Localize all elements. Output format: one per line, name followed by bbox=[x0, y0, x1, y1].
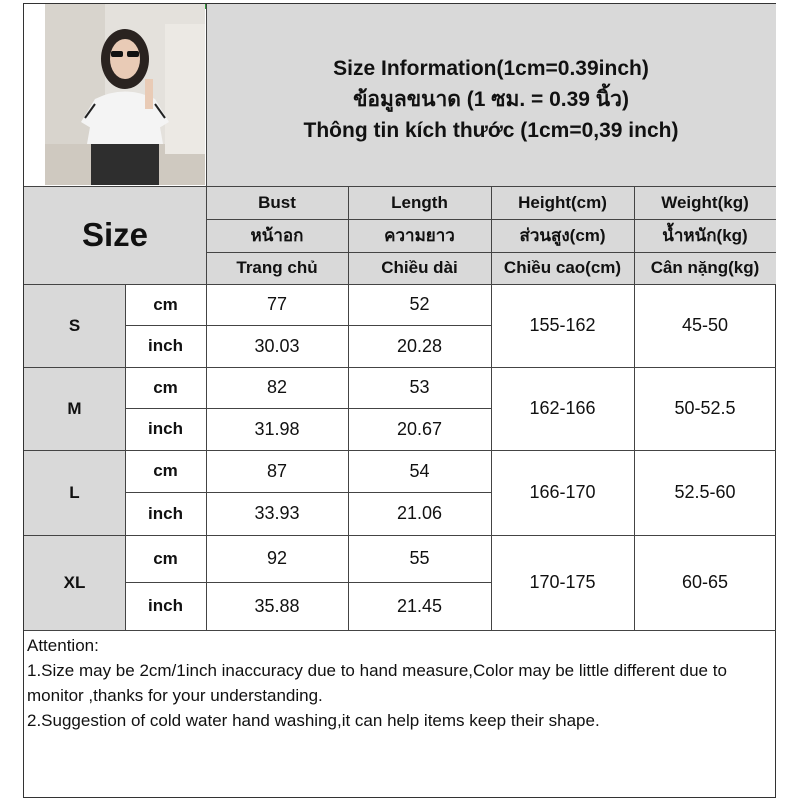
size-l-height: 166-170 bbox=[529, 482, 596, 502]
size-s-weight: 45-50 bbox=[681, 315, 729, 335]
column-weight-en: Weight(kg) bbox=[661, 192, 749, 212]
grid-line bbox=[491, 186, 492, 630]
column-length-en: Length bbox=[391, 192, 448, 212]
attention-notes bbox=[24, 631, 776, 797]
column-height-vi: Chiều cao(cm) bbox=[503, 258, 622, 277]
size-m-weight: 50-52.5 bbox=[674, 398, 736, 418]
size-xl-label: XL bbox=[63, 572, 86, 592]
size-s-height: 155-162 bbox=[529, 315, 596, 335]
grid-line bbox=[206, 4, 207, 630]
size-xl-bust-inch: 35.88 bbox=[254, 595, 300, 616]
size-l-length-cm: 54 bbox=[409, 460, 430, 481]
size-m-length-inch: 20.67 bbox=[396, 418, 443, 439]
size-s-bust-inch: 30.03 bbox=[254, 335, 300, 356]
size-m-inch-label: inch bbox=[148, 419, 183, 438]
title-thai: ข้อมูลขนาด (1 ซม. = 0.39 นิ้ว) bbox=[353, 87, 629, 111]
column-weight-vi: Cân nặng(kg) bbox=[650, 258, 760, 277]
size-l-bust-inch: 33.93 bbox=[254, 503, 300, 523]
size-l-label: L bbox=[69, 482, 80, 502]
model-photo-illustration bbox=[45, 4, 205, 185]
size-xl-bust-cm: 92 bbox=[266, 548, 288, 568]
grid-line bbox=[125, 582, 491, 583]
column-length-th: ความยาว bbox=[384, 226, 455, 245]
size-l-cm-label: cm bbox=[153, 461, 178, 480]
size-m-height: 162-166 bbox=[529, 398, 596, 418]
size-m-bust-inch: 31.98 bbox=[254, 418, 300, 439]
attention-note-2: 2.Suggestion of cold water hand washing,it can help items keep their shape. bbox=[27, 711, 600, 730]
grid-line bbox=[24, 186, 776, 187]
size-xl-cm-label: cm bbox=[153, 548, 178, 568]
size-information-title bbox=[206, 4, 776, 186]
size-xl-weight: 60-65 bbox=[681, 572, 729, 592]
size-xl-inch-label: inch bbox=[148, 596, 183, 615]
size-chart-sheet bbox=[23, 3, 776, 798]
size-s-length-cm: 52 bbox=[409, 294, 430, 314]
size-l-weight: 52.5-60 bbox=[674, 482, 736, 502]
size-s-cm-label: cm bbox=[153, 294, 178, 314]
title-vietnamese: Thông tin kích thước (1cm=0,39 inch) bbox=[303, 118, 679, 142]
size-s-label: S bbox=[68, 315, 81, 335]
grid-line bbox=[24, 367, 776, 368]
size-xl-length-cm: 55 bbox=[409, 548, 430, 568]
column-bust-th: หน้าอก bbox=[250, 226, 304, 245]
column-length-vi: Chiều dài bbox=[381, 258, 458, 277]
grid-line bbox=[125, 492, 491, 493]
size-s-bust-cm: 77 bbox=[266, 294, 288, 314]
size-m-bust-cm: 82 bbox=[266, 377, 288, 397]
attention-note-1: 1.Size may be 2cm/1inch inaccuracy due to hand measure,Color may be little different due to monitor ,thanks for your understanding. bbox=[27, 661, 727, 705]
grid-line bbox=[24, 535, 776, 536]
attention-heading: Attention: bbox=[27, 636, 99, 655]
size-l-inch-label: inch bbox=[148, 503, 183, 523]
title-english: Size Information(1cm=0.39inch) bbox=[333, 56, 649, 80]
grid-line bbox=[125, 325, 491, 326]
size-m-label: M bbox=[67, 398, 82, 418]
column-weight-th: น้ำหนัก(kg) bbox=[662, 226, 748, 245]
size-xl-length-inch: 21.45 bbox=[396, 595, 443, 616]
grid-line bbox=[125, 408, 491, 409]
grid-line bbox=[125, 284, 126, 630]
column-bust-vi: Trang chủ bbox=[236, 258, 318, 277]
size-s-inch-label: inch bbox=[148, 336, 183, 355]
product-photo bbox=[45, 4, 205, 185]
grid-line bbox=[348, 186, 349, 630]
size-m-length-cm: 53 bbox=[409, 377, 430, 397]
grid-line bbox=[24, 450, 776, 451]
size-m-cm-label: cm bbox=[153, 377, 178, 397]
column-bust-en: Bust bbox=[258, 192, 296, 212]
grid-line bbox=[24, 284, 776, 285]
column-height-th: ส่วนสูง(cm) bbox=[519, 226, 606, 245]
grid-line bbox=[634, 186, 635, 630]
column-height-en: Height(cm) bbox=[518, 192, 607, 212]
size-xl-height: 170-175 bbox=[529, 572, 596, 592]
size-l-bust-cm: 87 bbox=[266, 460, 288, 481]
size-header-label: Size bbox=[81, 216, 149, 253]
size-l-length-inch: 21.06 bbox=[396, 503, 443, 523]
size-s-length-inch: 20.28 bbox=[396, 335, 443, 356]
